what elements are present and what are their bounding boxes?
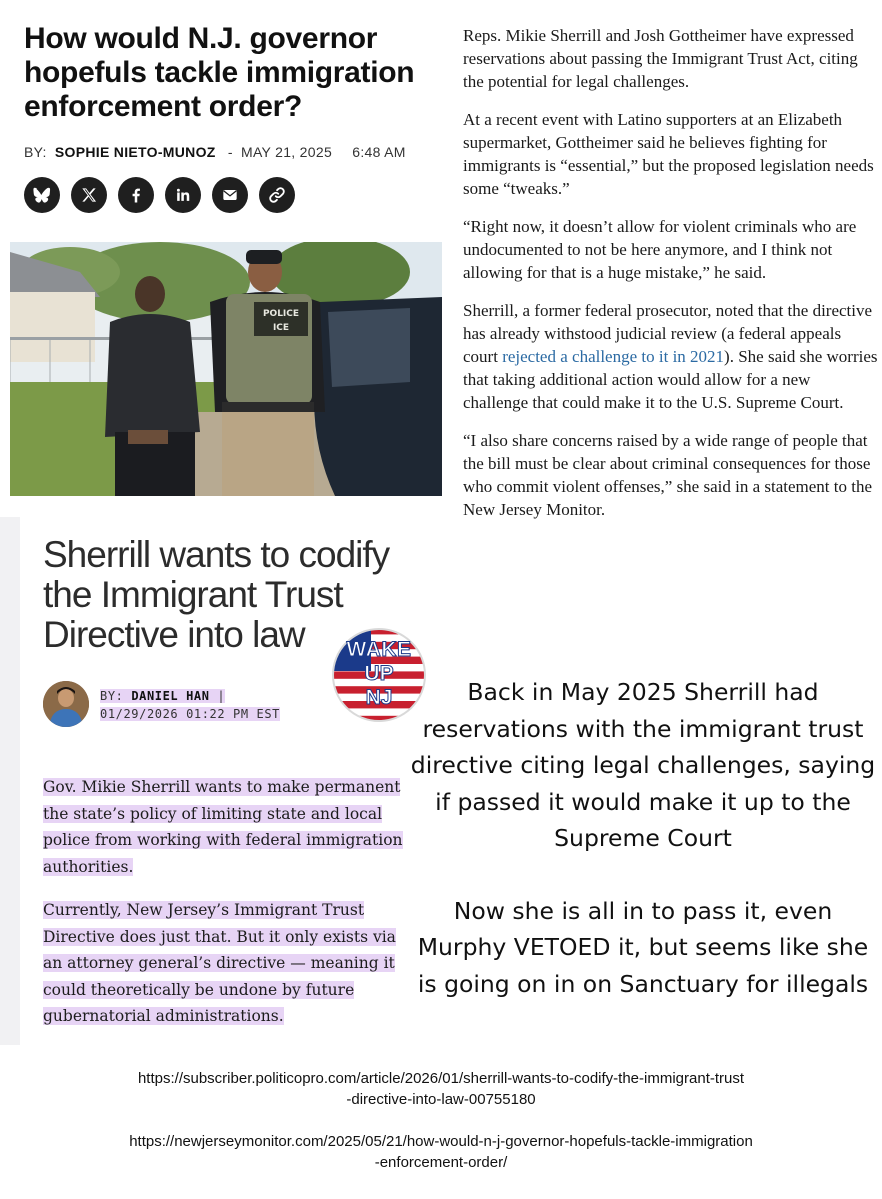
paragraph: “Right now, it doesn’t allow for violent criminals who are undocumented to not be here anymore, and I think not allowing for that is a huge mistake,” he said. — [463, 217, 857, 282]
source-url-line[interactable]: -enforcement-order/ — [374, 1154, 508, 1171]
commentary-paragraph: Now she is all in to pass it, even Murphy VETOED it, but seems like she is going on in on Sanctuary for illegals — [417, 896, 869, 998]
byline-prefix: BY: — [24, 144, 47, 160]
source-links — [0, 1068, 882, 1194]
logo-text-wake: WAKE — [346, 638, 412, 661]
commentary — [408, 674, 878, 1038]
byline-time: 6:48 AM — [352, 144, 406, 160]
paragraph: “I also share concerns raised by a wide range of people that the bill must be clear about criminal consequences for those who commit violent offenses,” she said in a statement to the New Jersey Monitor. — [463, 431, 873, 519]
paragraph-text: Sherrill, a former federal prosecutor, noted that the directive has already withstood judicial review (a federal appeals court — [463, 301, 873, 366]
second-article-title: Sherrill wants to codify the Immigrant Trust Directive into law — [43, 534, 390, 655]
second-article — [0, 517, 442, 1045]
linkedin-icon[interactable] — [165, 177, 201, 213]
paragraph-text: ). She said she worries that taking additional action would allow for a new challenge that could make it to the U.S. Supreme Court. — [463, 347, 878, 412]
x-icon[interactable] — [71, 177, 107, 213]
byline-date: MAY 21, 2025 — [241, 144, 333, 160]
facebook-icon[interactable] — [118, 177, 154, 213]
source-link-politico[interactable] — [0, 1068, 882, 1110]
commentary-paragraph: Back in May 2025 Sherrill had reservations with the immigrant trust directive citing legal challenges, saying if passed it would make it up to the Supreme Court — [410, 678, 876, 852]
byline-prefix: BY: — [100, 689, 124, 703]
source-link-njmonitor[interactable] — [0, 1131, 882, 1173]
article-headline: How would N.J. governor hopefuls tackle immigration enforcement order? — [24, 22, 415, 123]
share-bar — [24, 177, 295, 213]
byline-author[interactable]: SOPHIE NIETO-MUNOZ — [54, 144, 216, 160]
logo-text-up: UP — [364, 662, 394, 685]
appeals-court-link[interactable]: rejected a challenge to it in 2021 — [502, 347, 725, 366]
vest-text-1: POLICE — [262, 309, 300, 319]
bluesky-icon[interactable] — [24, 177, 60, 213]
paragraph — [463, 299, 878, 414]
source-url-line[interactable]: -directive-into-law-00755180 — [346, 1091, 536, 1108]
side-rail — [0, 517, 20, 1045]
second-article-byline — [100, 687, 280, 723]
highlighted-paragraph: Gov. Mikie Sherrill wants to make permanent the state’s policy of limiting state and local police from working with federal immigration authorities. — [43, 778, 403, 876]
paragraph: At a recent event with Latino supporters at an Elizabeth supermarket, Gottheimer said he believes fighting for immigrants is “essential,” but the proposed legislation needs some “tweaks.” — [463, 110, 874, 198]
byline-author[interactable]: DANIEL HAN — [131, 689, 210, 703]
article-body — [463, 24, 878, 536]
article-photo — [10, 242, 442, 496]
byline-datetime: 01/29/2026 01:22 PM EST — [100, 707, 280, 721]
article-byline — [24, 144, 444, 160]
paragraph: Reps. Mikie Sherrill and Josh Gottheimer have expressed reservations about passing the Immigrant Trust Act, citing the potential for legal challenges. — [463, 26, 858, 91]
second-article-body — [43, 774, 403, 1047]
byline-separator: - — [227, 144, 233, 160]
avatar[interactable] — [43, 681, 89, 727]
highlighted-paragraph: Currently, New Jersey’s Immigrant Trust Directive does just that. But it only exists via an attorney general’s directive — meaning it could theoretically be undone by future gubernatorial administrations. — [43, 901, 396, 1025]
link-icon[interactable] — [259, 177, 295, 213]
source-url-line[interactable]: https://subscriber.politicopro.com/article/2026/01/sherrill-wants-to-codify-the-immigrant-trust — [137, 1070, 745, 1087]
vest-text-2: ICE — [272, 323, 290, 333]
source-url-line[interactable]: https://newjerseymonitor.com/2025/05/21/how-would-n-j-governor-hopefuls-tackle-immigration — [129, 1133, 753, 1150]
byline-pipe: | — [217, 689, 226, 703]
logo-text-nj: NJ — [365, 686, 393, 709]
email-icon[interactable] — [212, 177, 248, 213]
